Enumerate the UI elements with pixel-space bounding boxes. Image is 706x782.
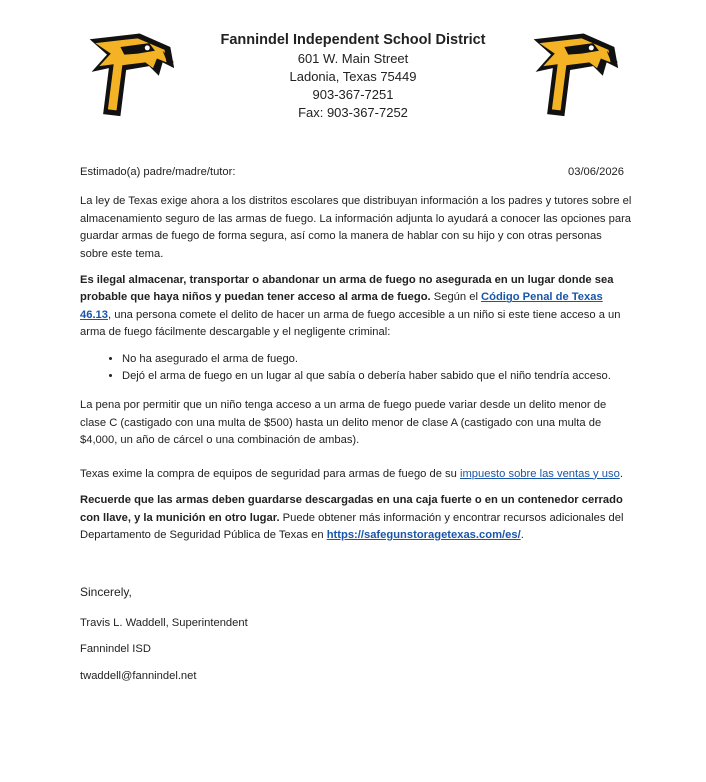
signer-name: Travis L. Waddell, Superintendent [80, 616, 248, 629]
resources-text: Puede obtener más información y encontrar recursos adicionales del Departamento de Seguridad Pública de Texas en [80, 511, 624, 541]
city-state-zip: Ladonia, Texas 75449 [289, 69, 417, 84]
legal-paragraph [80, 272, 632, 342]
list-item: • No ha asegurado el arma de fuego. [122, 351, 632, 368]
tax-paragraph [80, 466, 632, 483]
illegal-storage-statement: Es ilegal almacenar, transportar o abandonar un arma de fuego no asegurada en un lugar donde sea probable que haya niños y puedan tener acceso al arma de fuego. [80, 274, 614, 304]
district-name: Fannindel Independent School District [220, 32, 486, 48]
falcon-head-icon [534, 34, 618, 117]
street-address: 601 W. Main Street [297, 51, 409, 66]
resources-period: . [520, 528, 524, 541]
penalty-paragraph: La pena por permitir que un niño tenga acceso a un arma de fuego puede variar desde un delito menor de clase C (castigado con una multa de $500) hasta un delito menor de clase A (castigado con una multa de $4,000, un año de cárcel o una combinación de ambas). [80, 399, 607, 447]
letterhead [200, 30, 506, 122]
legal-lead-in: Según el [430, 291, 482, 304]
falcon-logo-right [526, 22, 622, 118]
storage-reminder-statement: Recuerde que las armas deben guardarse descargadas en una caja fuerte o en un contenedor cerrado con llave, y la munición en otro lugar. [80, 494, 623, 524]
penal-code-link[interactable]: Código Penal de Texas 46.13 [80, 291, 603, 321]
storage-reminder-paragraph [80, 492, 632, 544]
letter-date: 03/06/2026 [568, 166, 624, 178]
tax-text: Texas exime la compra de equipos de seguridad para armas de fuego de su [80, 467, 460, 480]
falcon-head-icon [90, 34, 174, 117]
fax-number: Fax: 903-367-7252 [298, 105, 408, 120]
offense-conditions-list [80, 351, 632, 386]
legal-continuation: , una persona comete el delito de hacer un arma de fuego accesible a un niño si este tiene acceso a un arma de fuego fácilmente descargable y el negligente criminal: [80, 308, 621, 339]
falcon-logo-left [82, 22, 178, 118]
list-item: • Dejó el arma de fuego en un lugar al que sabía o debería haber sabido que el niño tendría acceso. [122, 368, 632, 385]
signature-block [80, 584, 632, 685]
safe-gun-storage-link[interactable]: https://safegunstoragetexas.com/es/ [326, 528, 521, 541]
sales-tax-link[interactable]: impuesto sobre las ventas y uso [459, 467, 620, 480]
phone-number: 903-367-7251 [312, 87, 394, 102]
salutation: Estimado(a) padre/madre/tutor: [80, 166, 236, 178]
greeting-row [80, 164, 632, 181]
organization: Fannindel ISD [80, 643, 151, 656]
intro-paragraph: La ley de Texas exige ahora a los distritos escolares que distribuyan información a los padres y tutores sobre el almacenamiento seguro de las armas de fuego. La información adjunta lo ayudará a conocer las opciones para guardar armas de fuego de forma segura, así como la manera de hablar con su hijo y con otras personas sobre este tema. [80, 195, 632, 260]
tax-period: . [619, 467, 623, 480]
closing: Sincerely, [80, 585, 132, 600]
letter-body [80, 164, 632, 694]
email-address: twaddell@fannindel.net [80, 669, 197, 682]
